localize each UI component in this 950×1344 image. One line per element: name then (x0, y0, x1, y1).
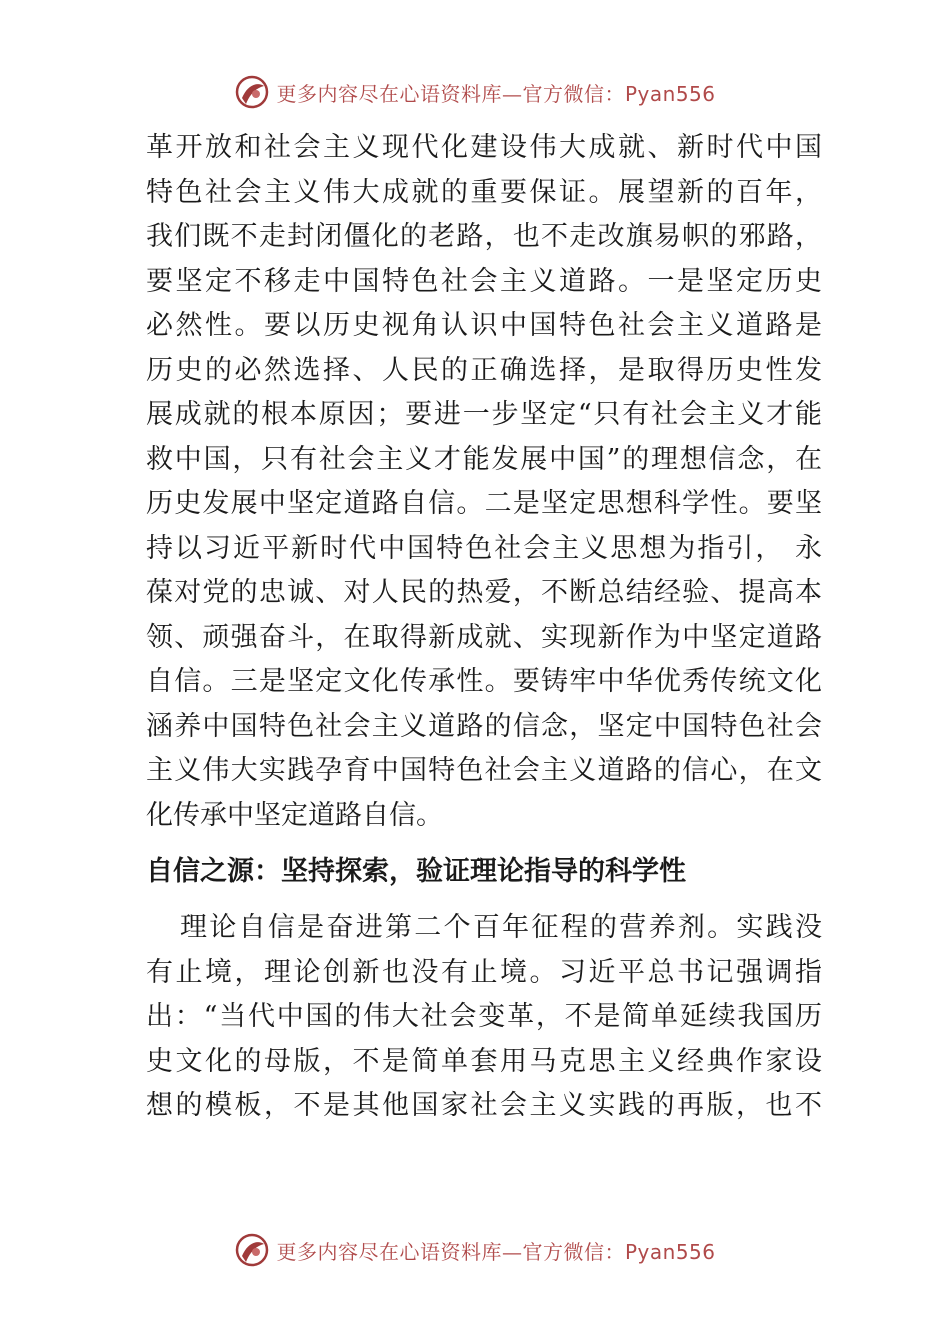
text-line: 史文化的母版，不是简单套用马克思主义经典作家设 (146, 1045, 822, 1077)
footer-banner (0, 1230, 950, 1270)
text-line: 特色社会主义伟大成就的重要保证。展望新的百年， (146, 176, 822, 208)
section-heading: 自信之源：坚持探索，验证理论指导的科学性 (146, 856, 686, 887)
text-line: 革开放和社会主义现代化建设伟大成就、新时代中国 (146, 132, 822, 163)
text-line: 化传承中坚定道路自信。 (146, 799, 443, 831)
text-line: 必然性。要以历史视角认识中国特色社会主义道路是 (146, 310, 822, 341)
header-banner (0, 72, 950, 112)
text-line: 自信。三是坚定文化传承性。要铸牢中华优秀传统文化 (146, 666, 822, 697)
text-line: 历史发展中坚定道路自信。二是坚定思想科学性。要坚 (146, 488, 822, 519)
text-line: 领、顽强奋斗，在取得新成就、实现新作为中坚定道路 (146, 621, 822, 653)
text-line: 持以习近平新时代中国特色社会主义思想为指引， 永 (146, 532, 822, 564)
wechat-id: Pyan556 (624, 81, 716, 106)
paragraph-1 (146, 126, 822, 838)
text-line: 要坚定不移走中国特色社会主义道路。一是坚定历史 (146, 265, 822, 297)
text-line: 主义伟大实践孕育中国特色社会主义道路的信心，在文 (146, 755, 822, 786)
document-body (146, 126, 822, 1129)
text-line: 有止境，理论创新也没有止境。习近平总书记强调指 (146, 956, 822, 988)
text-line: 救中国，只有社会主义才能发展中国”的理想信念，在 (146, 443, 822, 475)
paragraph-2 (146, 906, 822, 1129)
logo-icon (234, 1232, 270, 1268)
logo-icon (234, 74, 270, 110)
text-line: 葆对党的忠诚、对人民的热爱，不断总结经验、提高本 (146, 577, 822, 608)
banner-text: 更多内容尽在心语资料库—官方微信：Pyan556 (276, 81, 716, 106)
text-line: 出：“当代中国的伟大社会变革，不是简单延续我国历 (146, 1001, 822, 1032)
text-line: 理论自信是奋进第二个百年征程的营养剂。实践没 (180, 912, 822, 943)
text-line: 展成就的根本原因；要进一步坚定“只有社会主义才能 (146, 399, 822, 430)
text-line: 涵养中国特色社会主义道路的信念，坚定中国特色社会 (146, 710, 822, 742)
text-line: 想的模板，不是其他国家社会主义实践的再版，也不 (146, 1090, 822, 1121)
wechat-id: Pyan556 (624, 1239, 716, 1264)
text-line: 我们既不走封闭僵化的老路，也不走改旗易帜的邪路， (146, 221, 822, 252)
text-line: 历史的必然选择、人民的正确选择，是取得历史性发 (146, 354, 822, 386)
banner-text: 更多内容尽在心语资料库—官方微信：Pyan556 (276, 1239, 716, 1264)
